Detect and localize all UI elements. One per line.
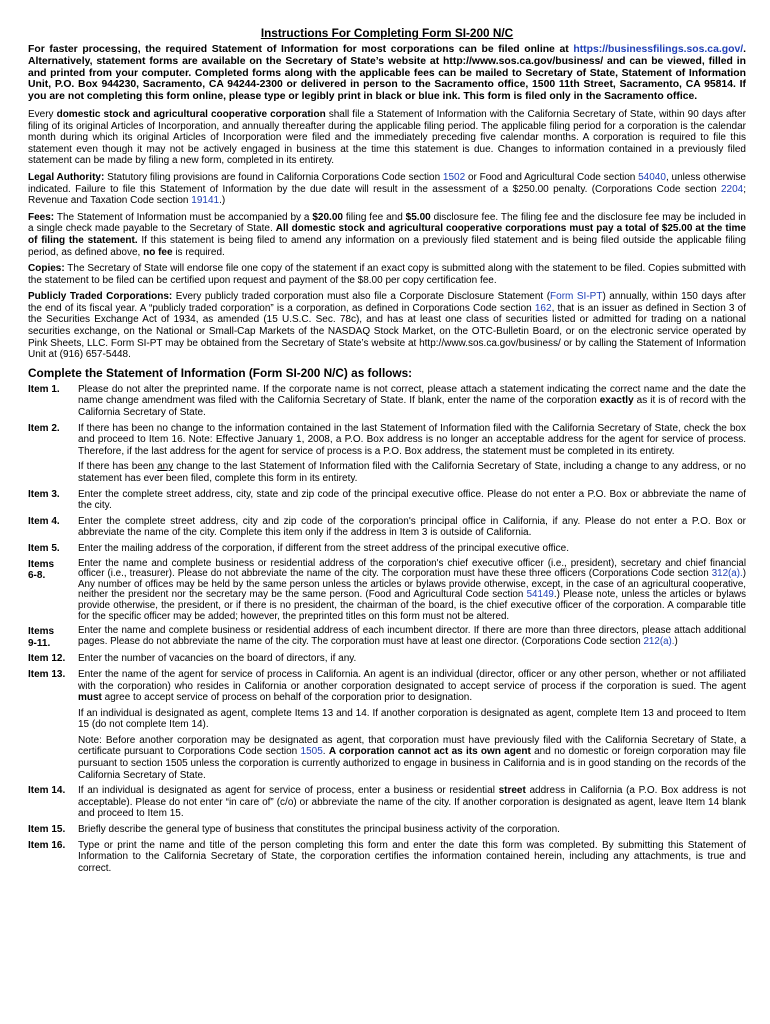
item-text: Enter the name of the agent for service of process in California. An agent is an individual (director, officer or any other person, whether or not affiliated with the corporation) who resides in California or another corporation designated to accept service of process if the corporation is sued. The agent must agree to accept service of process on behalf of the corporation prior to designation. [78, 668, 746, 704]
online-filing-link[interactable]: https://businessfilings.sos.ca.gov/ [573, 44, 744, 55]
fees-label: Fees: [28, 211, 55, 223]
code-312a-link[interactable]: 312(a). [711, 568, 743, 580]
item-label: Items 6-8. [28, 558, 55, 582]
item-text: Enter the complete street address, city and zip code of the corporation's principal office in California, if any. Please do not enter a P.O. Box or abbreviate the name of the city. Complete this item only if the address in Item 3 is outside of California. [78, 515, 746, 539]
item-text: Enter the number of vacancies on the board of directors, if any. [78, 653, 357, 665]
item-text: Please do not alter the preprinted name. If the corporate name is not correct, please attach a statement indicating the correct name and the date the name change amendment was filed with the California Secretary of State. If blank, enter the name of the corporation exactly as it is of record with the California Secretary of State. [78, 383, 746, 419]
code-19141-link[interactable]: 19141 [191, 195, 220, 207]
section-heading: Complete the Statement of Information (Form SI-200 N/C) as follows: [28, 365, 413, 380]
item-text: If there has been no change to the information contained in the last Statement of Information filed with the California Secretary of State, check the box and proceed to Item 16. Note: Effective January 1, 2008, a P.O. Box address is no longer an acceptable address for the agent for service of process. Therefore, if the last address for the agent for service of process is a P.O. Box address, the statement must be completed in its entirety. [78, 422, 746, 457]
item-label: Item 3. [28, 488, 60, 500]
item-label: Item 16. [28, 839, 66, 851]
code-162-link[interactable]: 162 [534, 302, 552, 314]
item-text: Note: Before another corporation may be designated as agent, that corporation must have previously filed with the California Secretary of State, a certificate pursuant to Corporations Code section 1505. A corporation cannot act as its own agent and no domestic or foreign corporation may file pursuant to section 1505 unless the corporation is currently authorized to engage in business in California and is in good standing on the records of the California Secretary of State. [78, 734, 747, 781]
items-9-11 [28, 626, 746, 649]
publicly-traded-paragraph: Publicly Traded Corporations: Every publicly traded corporation must also file a Corporate Disclosure Statement (Form SI-PT) annually, within 150 days after the end of its fiscal year. A “publicly traded corporation” is a corporation, as defined in Corporations Code section 162, that is an issuer as defined in Section 3 of the Securities Exchange Act of 1934, as amended (15 U.S.C. Sec. 78c), and has at least one class of securities listed or admitted for trading on a national securities exchange, on the National or Small-Cap Markets of the NASDAQ Stock Market, on the OTC-Bulletin Board, or on the electronic service operated by Pink Sheets, LLC. Form SI-PT may be obtained from the Secretary of State’s website at http://www.sos.ca.gov/business/ or by calling the Statement of Information Unit at (916) 657-5448. [28, 291, 746, 361]
form-si-pt-link[interactable]: Form SI-PT [550, 291, 603, 303]
item-label: Item 4. [28, 515, 60, 527]
legal-authority-label: Legal Authority: [28, 171, 105, 183]
item-label: Item 2. [28, 422, 60, 434]
item-label: Item 15. [28, 824, 66, 836]
item-label: Item 5. [28, 542, 60, 554]
publicly-traded-label: Publicly Traded Corporations: [28, 291, 173, 303]
item-15 [28, 824, 746, 836]
item-1 [28, 384, 746, 419]
code-1502-link[interactable]: 1502 [442, 171, 466, 183]
intro-paragraph: For faster processing, the required Statement of Information for most corporations can be filed online at https://businessfilings.sos.ca.gov/. Alternatively, statement forms are available on the Secretary of State’s website at http://www.sos.ca.gov/business/ and can be viewed, filled in and printed from your computer. Completed forms along with the applicable fees can be mailed to Secretary of State, Statement of Information Unit, P.O. Box 944230, Sacramento, CA 94244-2300 or delivered in person to the Sacramento office, 1500 11th Street, Sacramento, CA 95814. If you are not completing this form online, please type or legibly print in black or blue ink. This form is filed only in the Sacramento office. [28, 44, 746, 103]
item-text: Enter the complete street address, city, state and zip code of the principal executive office. Please do not enter a P.O. Box or abbreviate the name of the city. [78, 488, 746, 512]
item-label: Item 13. [28, 668, 66, 680]
item-13 [28, 669, 746, 781]
code-212a-link[interactable]: 212(a). [643, 635, 675, 647]
page-title: Instructions For Completing Form SI-200 N/C [260, 26, 514, 40]
code-1505-link[interactable]: 1505 [300, 746, 323, 758]
item-12 [28, 653, 746, 665]
copies-paragraph: Copies: The Secretary of State will endorse file one copy of the statement if an exact copy is submitted along with the statement to be filed. Copies submitted with the statement to be filed can be certified upon request and payment of the $8.00 per copy certification fee. [28, 263, 746, 286]
legal-authority-paragraph: Legal Authority: Statutory filing provisions are found in California Corporations Code section 1502 or Food and Agricultural Code section 54040, unless otherwise indicated. Failure to file this Statement of Information by the due date will result in the assessment of a $250.00 penalty. (Corporations Code section 2204; Revenue and Taxation Code section 19141.) [28, 171, 746, 207]
filing-requirement-paragraph: Every domestic stock and agricultural cooperative corporation shall file a Statement of Information with the California Secretary of State, within 90 days after filing of its original Articles of Incorporation, and annually thereafter during the applicable filing period. The applicable filing period for a corporation is the calendar month during which its original Articles of Incorporation were filed and the immediately preceding five calendar months. A corporation is required to file this statement even though it may not be actively engaged in business at the time this statement is due. Changes to information contained in a previously filed statement can be made by filing a new form, completed in its entirety. [28, 108, 746, 167]
item-label: Items 9-11. [28, 626, 55, 649]
item-14 [28, 785, 746, 820]
items-6-8 [28, 559, 746, 623]
item-label: Item 12. [28, 653, 66, 665]
item-label: Item 14. [28, 785, 66, 797]
item-text: If there has been any change to the last Statement of Information filed with the California Secretary of State, including a change to any address, or no statement has ever been filed, complete this form in its entirety. [78, 461, 746, 485]
item-3 [28, 489, 746, 512]
item-label: Item 1. [28, 383, 60, 395]
item-text: Enter the name and complete business or residential address of each incumbent director. If there are more than three directors, please attach additional pages. Please do not abbreviate the name of the city. The corporation must have at least one director. (Corporations Code section 212(a).) [78, 625, 746, 647]
item-16 [28, 840, 746, 875]
item-text: Enter the mailing address of the corporation, if different from the street address of the principal executive office. [78, 542, 570, 554]
item-text: If an individual is designated as agent for service of process, enter a business or residential street address in California (a P.O. Box address is not acceptable). Please do not enter “in care of” (c/o) or abbreviate the name of the city. If another corporation is designated as agent, leave Item 14 blank and proceed to Item 15. [78, 785, 746, 820]
item-text: Enter the name and complete business or residential address of the corporation's chief executive officer (i.e., president), secretary and chief financial officer (i.e., treasurer). Please do not abbreviate the name of the city. The corporation must have these three officers (Corporations Code section 312(a).) Any number of offices may be held by the same person unless the articles or bylaws provide otherwise, except, in the case of an agricultural cooperative, neither the president nor the secretary may be the same person. (Food and Agricultural Code section 54149.) Please note, unless the articles or bylaws provide otherwise, the president, or if there is no president, the chairman of the board, is the chief executive officer of the corporation. A comparable title for the specific officer may be added; however, the preprinted titles on this form must not be altered. [78, 557, 746, 622]
item-text: If an individual is designated as agent, complete Items 13 and 14. If another corporation is designated as agent, complete Item 13 and proceed to Item 15 (do not complete Item 14). [78, 707, 746, 731]
code-2204-link[interactable]: 2204 [720, 183, 744, 195]
copies-label: Copies: [28, 263, 65, 275]
item-4 [28, 516, 746, 539]
code-54040-link[interactable]: 54040 [638, 171, 666, 183]
fees-paragraph: Fees: The Statement of Information must be accompanied by a $20.00 filing fee and $5.00 disclosure fee. The filing fee and the disclosure fee may be included in a single check made payable to the Secretary of State. All domestic stock and agricultural cooperative corporations must pay a total of $25.00 at the time of filing the statement. If this statement is being filed to amend any information on a previously filed statement and is being filed outside the applicable filing period, as defined above, no fee is required. [28, 211, 746, 258]
code-54149-link[interactable]: 54149 [526, 589, 554, 601]
item-text: Type or print the name and title of the person completing this form and enter the date this form was completed. By submitting this Statement of Information to the California Secretary of State, the corporation certifies the information contained herein, including any attachments, is true and correct. [78, 839, 746, 874]
item-text: Briefly describe the general type of business that constitutes the principal business activity of the corporation. [78, 824, 560, 836]
item-2 [28, 423, 746, 485]
item-5 [28, 543, 746, 555]
